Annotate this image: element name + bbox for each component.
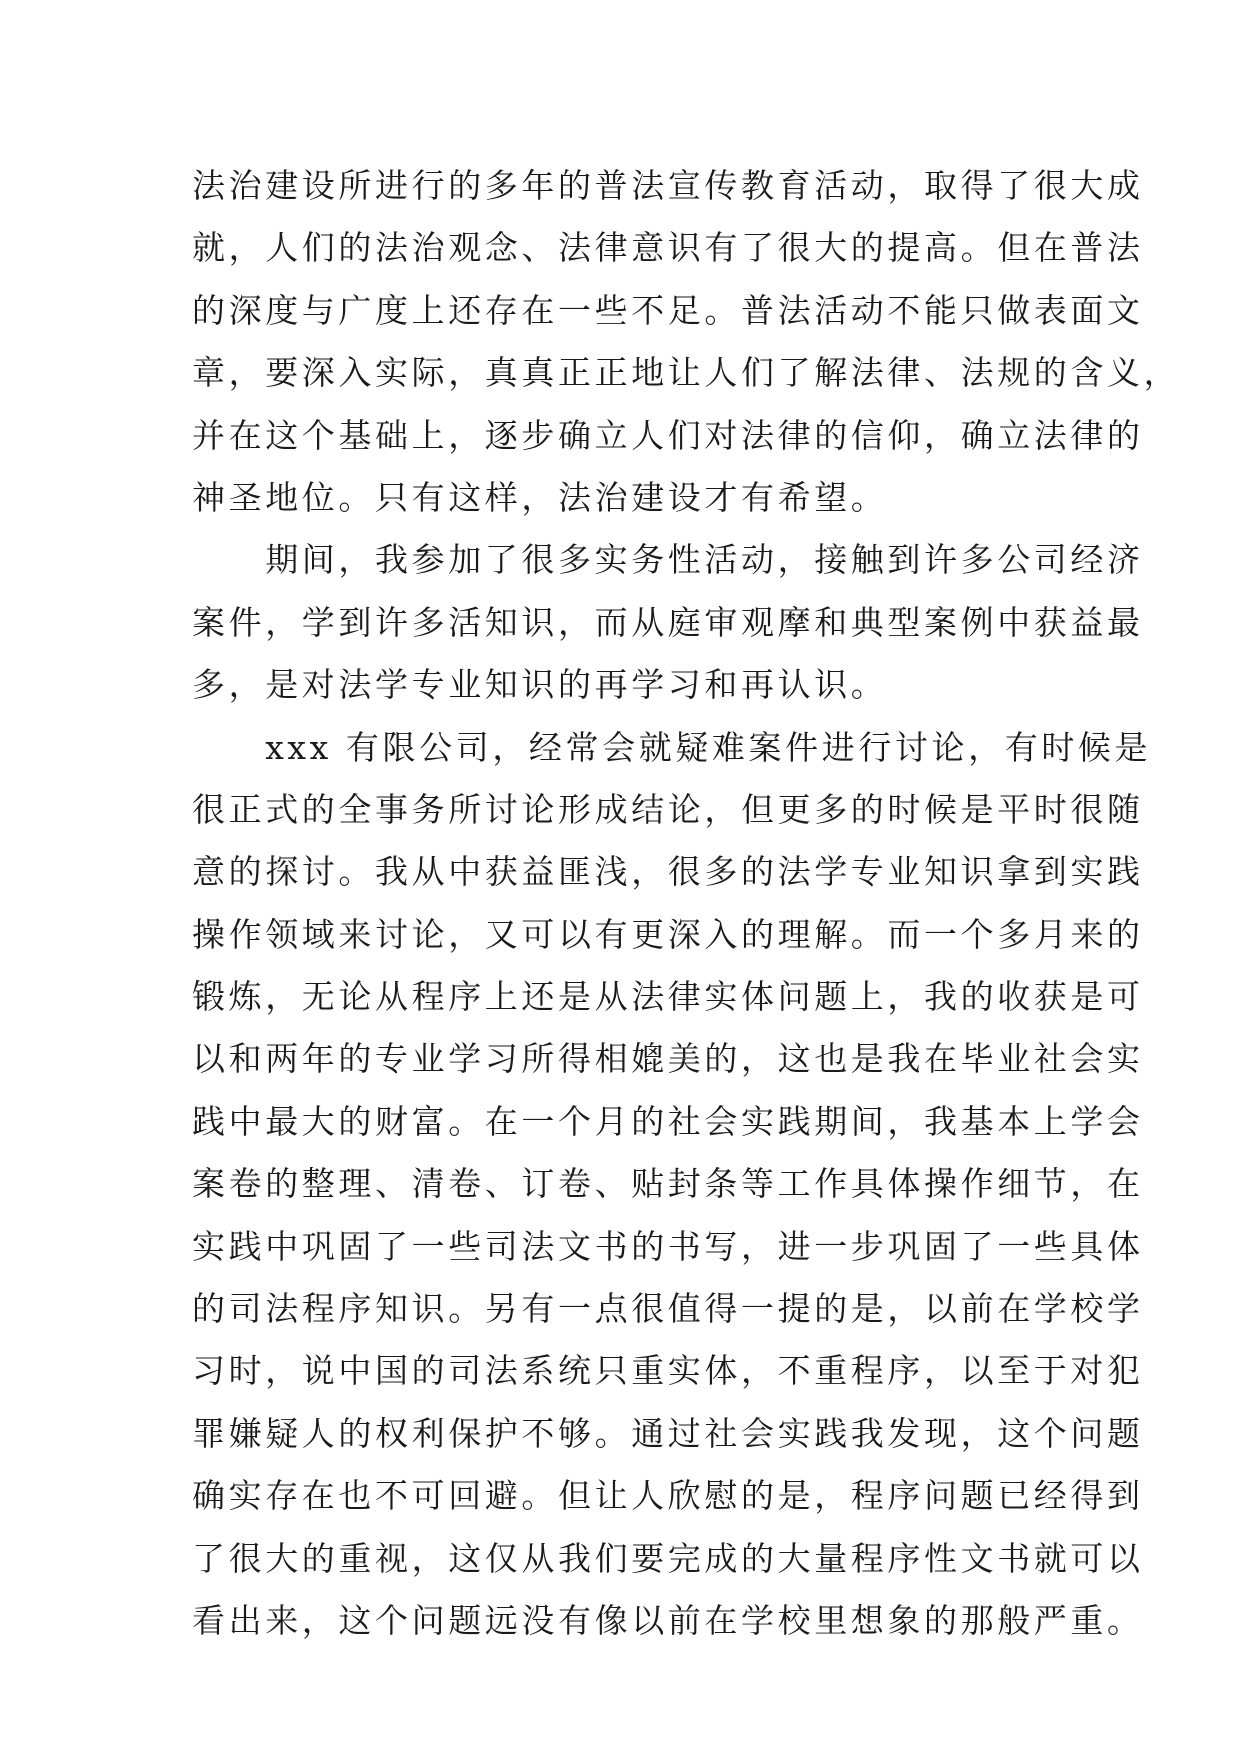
text-line: 操作领域来讨论，又可以有更深入的理解。而一个多月来的 [192, 914, 1144, 954]
text-line: 意的探讨。我从中获益匪浅，很多的法学专业知识拿到实践 [192, 852, 1144, 892]
text-line: xxx 有限公司，经常会就疑难案件进行讨论，有时候是 [192, 727, 1152, 767]
text-line: 看出来，这个问题远没有像以前在学校里想象的那般严重。 [192, 1600, 1144, 1640]
text-line: 多，是对法学专业知识的再学习和再认识。 [192, 665, 888, 705]
text-line: 章，要深入实际，真真正正地让人们了解法律、法规的含义， [192, 353, 1181, 393]
text-line: 神圣地位。只有这样，法治建设才有希望。 [192, 477, 888, 517]
text-line: 确实存在也不可回避。但让人欣慰的是，程序问题已经得到 [192, 1476, 1144, 1516]
text-line: 很正式的全事务所讨论形成结论，但更多的时候是平时很随 [192, 789, 1144, 829]
text-line: 的深度与广度上还存在一些不足。普法活动不能只做表面文 [192, 290, 1144, 330]
text-line: 的司法程序知识。另有一点很值得一提的是，以前在学校学 [192, 1289, 1144, 1329]
text-line: 案卷的整理、清卷、订卷、贴封条等工作具体操作细节，在 [192, 1164, 1144, 1204]
text-line: 锻炼，无论从程序上还是从法律实体问题上，我的收获是可 [192, 977, 1144, 1017]
text-line: 期间，我参加了很多实务性活动，接触到许多公司经济 [192, 540, 1144, 580]
text-line: 法治建设所进行的多年的普法宣传教育活动，取得了很大成 [192, 166, 1144, 205]
text-line: 就，人们的法治观念、法律意识有了很大的提高。但在普法 [192, 228, 1144, 268]
paragraph-2 [192, 529, 1144, 716]
document-body [192, 155, 1181, 1652]
text-line: 习时，说中国的司法系统只重实体，不重程序，以至于对犯 [192, 1351, 1144, 1391]
paragraph-3 [192, 717, 1152, 1653]
text-line: 罪嫌疑人的权利保护不够。通过社会实践我发现，这个问题 [192, 1413, 1144, 1453]
text-line: 践中最大的财富。在一个月的社会实践期间，我基本上学会 [192, 1101, 1144, 1141]
text-line: 案件，学到许多活知识，而从庭审观摩和典型案例中获益最 [192, 602, 1144, 642]
text-line: 以和两年的专业学习所得相媲美的，这也是我在毕业社会实 [192, 1039, 1144, 1079]
text-line: 实践中巩固了一些司法文书的书写，进一步巩固了一些具体 [192, 1226, 1144, 1266]
paragraph-1 [192, 155, 1181, 529]
text-line: 并在这个基础上，逐步确立人们对法律的信仰，确立法律的 [192, 415, 1144, 455]
text-line: 了很大的重视，这仅从我们要完成的大量程序性文书就可以 [192, 1538, 1144, 1578]
